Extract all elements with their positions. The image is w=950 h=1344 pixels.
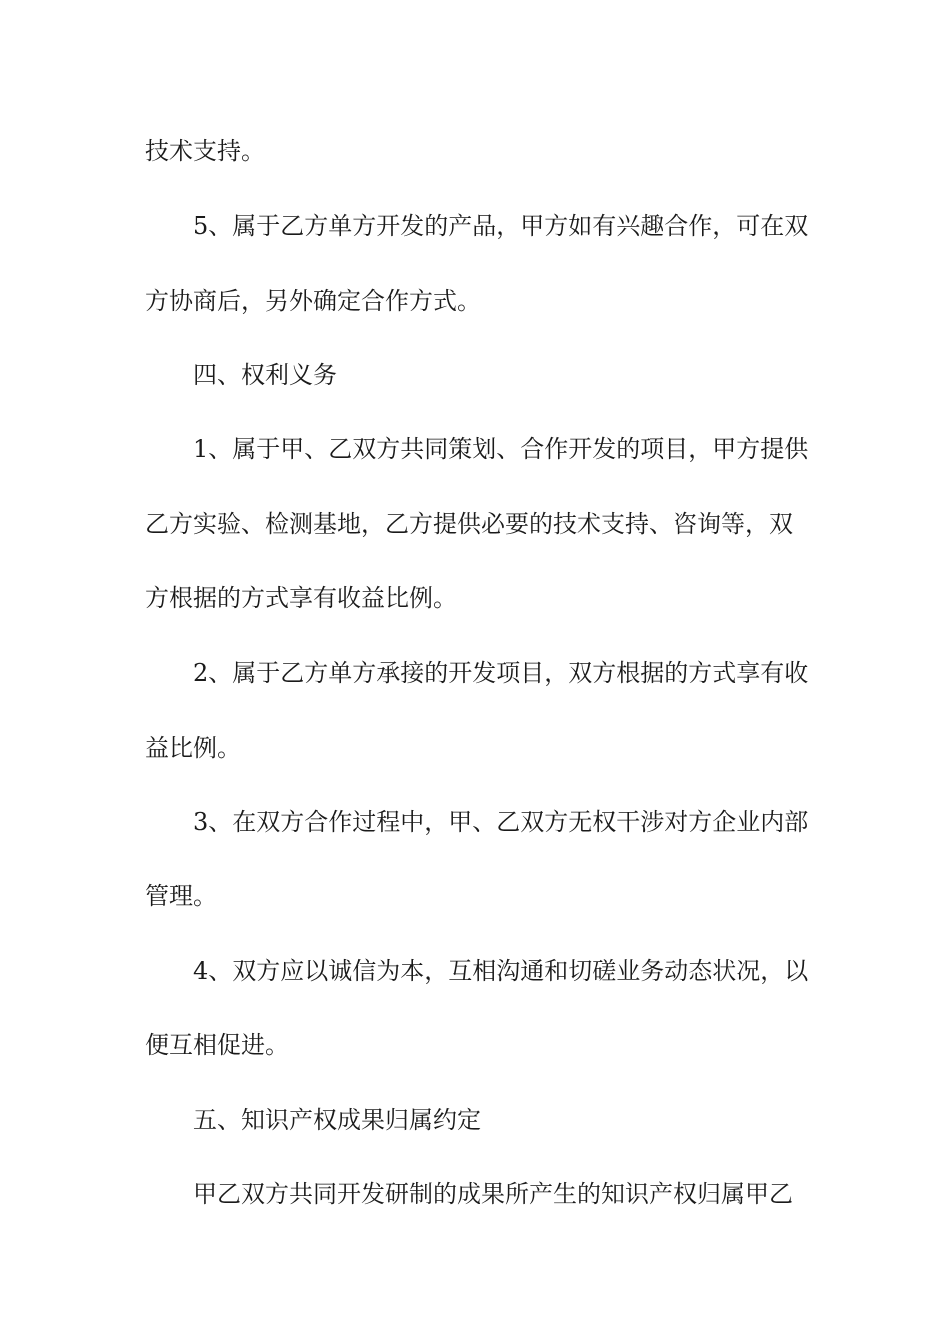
paragraph-line: 方根据的方式享有收益比例。	[145, 584, 457, 612]
paragraph-line: 管理。	[145, 882, 217, 910]
paragraph-line: 技术支持。	[145, 137, 265, 165]
paragraph-line: 3、在双方合作过程中，甲、乙双方无权干涉对方企业内部	[193, 808, 809, 836]
paragraph-line: 2、属于乙方单方承接的开发项目，双方根据的方式享有收	[193, 659, 809, 687]
paragraph-line: 4、双方应以诚信为本，互相沟通和切磋业务动态状况，以	[193, 957, 809, 985]
section-heading: 五、知识产权成果归属约定	[193, 1106, 481, 1134]
paragraph-line: 乙方实验、检测基地，乙方提供必要的技术支持、咨询等，双	[145, 510, 793, 538]
paragraph-line: 5、属于乙方单方开发的产品，甲方如有兴趣合作，可在双	[193, 212, 809, 240]
paragraph-line: 便互相促进。	[145, 1031, 289, 1059]
paragraph-line: 方协商后，另外确定合作方式。	[145, 287, 481, 315]
paragraph-line: 甲乙双方共同开发研制的成果所产生的知识产权归属甲乙	[193, 1180, 793, 1208]
paragraph-line: 1、属于甲、乙双方共同策划、合作开发的项目，甲方提供	[193, 435, 809, 463]
paragraph-line: 益比例。	[145, 734, 241, 762]
section-heading: 四、权利义务	[193, 361, 337, 389]
